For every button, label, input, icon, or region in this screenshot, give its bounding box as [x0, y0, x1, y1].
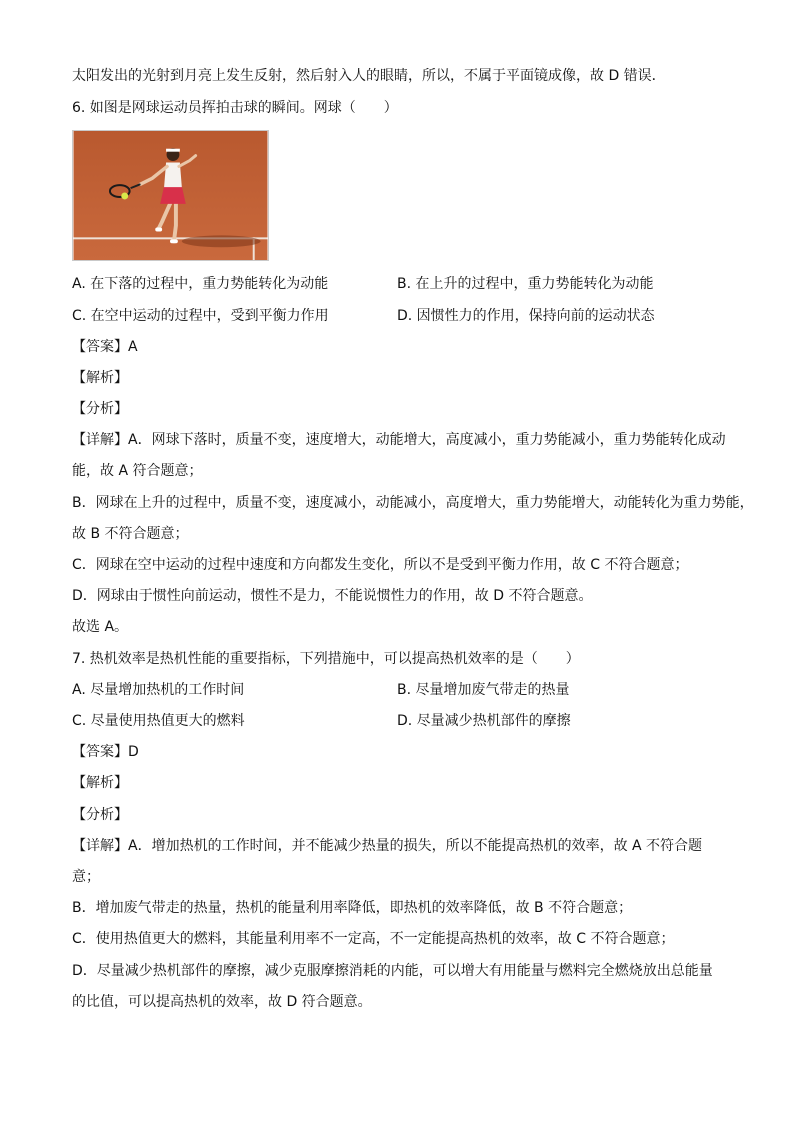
q7-stem: 7. 热机效率是热机性能的重要指标，下列措施中，可以提高热机效率的是（ ） — [72, 651, 580, 667]
q7-detail-line: 的比值，可以提高热机的效率，故 D 符合题意。 — [72, 994, 372, 1010]
q6-detail-line: B．网球在上升的过程中，质量不变，速度减小，动能减小，高度增大，重力势能增大，动能转化为重力势能， — [72, 495, 754, 511]
player-shadow — [182, 235, 261, 247]
q7-detail-line: C．使用热值更大的燃料，其能量利用率不一定高，不一定能提高热机的效率，故 C 不符合题意； — [72, 931, 675, 947]
q7-detail-line: D．尽量减少热机部件的摩擦，减少克服摩擦消耗的内能，可以增大有用能量与燃料完全燃烧放出总能量 — [72, 963, 713, 979]
shoe-left — [155, 228, 162, 232]
tennis-player-illustration — [73, 131, 268, 260]
q7-detail-line: B．增加废气带走的热量，热机的能量利用率降低，即热机的效率降低，故 B 不符合题意； — [72, 900, 633, 916]
q6-answer: 【答案】A — [72, 339, 138, 355]
q6-detail-line: 【详解】A．网球下落时，质量不变，速度增大，动能增大，高度减小，重力势能减小，重力势能转化成动 — [72, 432, 726, 448]
q6-fenxi-label: 【分析】 — [72, 401, 128, 417]
q6-conclusion: 故选 A。 — [72, 619, 129, 635]
q7-option-d: D. 尽量减少热机部件的摩擦 — [397, 713, 571, 729]
q7-option-a: A. 尽量增加热机的工作时间 — [72, 682, 245, 698]
q7-jiexi-label: 【解析】 — [72, 775, 128, 791]
player-leg-right — [174, 204, 176, 241]
q7-detail-line: 【详解】A．增加热机的工作时间，并不能减少热量的损失，所以不能提高热机的效率，故 A 不符合题 — [72, 838, 703, 854]
player-visor — [166, 149, 180, 152]
tennis-player-photo — [72, 130, 269, 261]
q6-detail-line: 故 B 不符合题意； — [72, 526, 189, 542]
intro-line: 太阳发出的光射到月亮上发生反射，然后射入人的眼睛，所以，不属于平面镜成像，故 D 错误． — [72, 68, 666, 84]
q7-fenxi-label: 【分析】 — [72, 807, 128, 823]
q6-option-a: A. 在下落的过程中，重力势能转化为动能 — [72, 276, 329, 292]
q6-detail-line: D．网球由于惯性向前运动，惯性不是力，不能说惯性力的作用，故 D 不符合题意。 — [72, 588, 593, 604]
q6-option-c: C. 在空中运动的过程中，受到平衡力作用 — [72, 308, 329, 324]
q7-answer: 【答案】D — [72, 744, 139, 760]
q7-option-b: B. 尽量增加废气带走的热量 — [397, 682, 570, 698]
q6-detail-line: 能，故 A 符合题意； — [72, 463, 203, 479]
q6-jiexi-label: 【解析】 — [72, 370, 128, 386]
q6-detail-line: C．网球在空中运动的过程中速度和方向都发生变化，所以不是受到平衡力作用，故 C 不符合题意； — [72, 557, 689, 573]
q6-option-b: B. 在上升的过程中，重力势能转化为动能 — [397, 276, 654, 292]
q7-detail-line: 意； — [72, 869, 100, 885]
shoe-right — [170, 239, 178, 243]
q6-option-d: D. 因惯性力的作用，保持向前的运动状态 — [397, 308, 655, 324]
tennis-ball — [121, 193, 128, 200]
q6-stem: 6. 如图是网球运动员挥拍击球的瞬间。网球（ ） — [72, 100, 398, 116]
q7-option-c: C. 尽量使用热值更大的燃料 — [72, 713, 245, 729]
player-skirt — [160, 186, 186, 204]
